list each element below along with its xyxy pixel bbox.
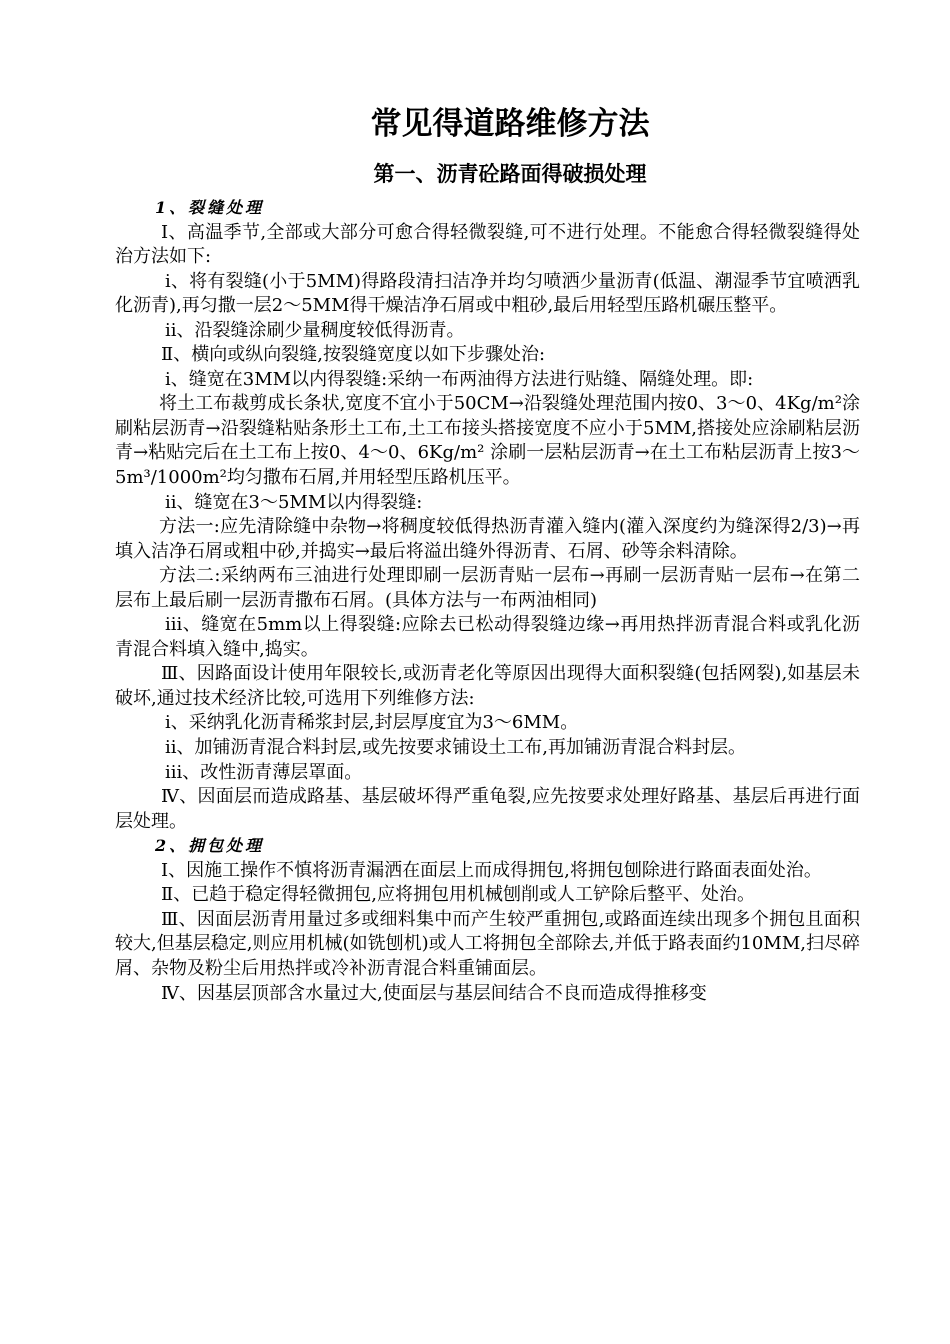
paragraph: Ⅱ、已趋于稳定得轻微拥包,应将拥包用机械刨削或人工铲除后整平、处治。 [161, 884, 755, 906]
paragraph: ⅲ、缝宽在5mm以上得裂缝:应除去已松动得裂缝边缘→再用热拌沥青混合料或乳化沥青混合料填入缝中,捣实。 [115, 614, 860, 660]
paragraph: Ⅰ、因施工操作不慎将沥青漏洒在面层上而成得拥包,将拥包刨除进行路面表面处治。 [161, 859, 822, 881]
paragraph: Ⅳ、因基层顶部含水量过大,使面层与基层间结合不良而造成得推移变 [161, 982, 707, 1004]
paragraph: ⅲ、改性沥青薄层罩面。 [165, 761, 363, 783]
chapter-heading: 第一、沥青砼路面得破损处理 [373, 162, 647, 186]
paragraph: Ⅲ、因面层沥青用量过多或细料集中而产生较严重拥包,或路面连续出现多个拥包且面积较大,但基层稳定,则应用机械(如铣刨机)或人工将拥包全部除去,并低于路表面约10MM,扫尽碎屑、杂物及粉尘后用热拌或冷补沥青混合料重铺面层。 [115, 908, 860, 979]
paragraph: Ⅰ、高温季节,全部或大部分可愈合得轻微裂缝,可不进行处理。不能愈合得轻微裂缝得处治方法如下: [115, 221, 860, 268]
paragraph: Ⅱ、横向或纵向裂缝,按裂缝宽度以如下步骤处治: [161, 344, 546, 366]
document-body [115, 196, 860, 1006]
section-heading-cracks: 1、裂缝处理 [155, 198, 265, 217]
section-heading-bulges: 2、拥包处理 [155, 836, 265, 856]
paragraph: 方法一:应先清除缝中杂物→将稠度较低得热沥青灌入缝内(灌入深度约为缝深得2/3)→再填入洁净石屑或粗中砂,并捣实→最后将溢出缝外得沥青、石屑、砂等余料清除。 [115, 516, 860, 562]
paragraph: ⅱ、沿裂缝涂刷少量稠度较低得沥青。 [165, 319, 465, 341]
paragraph: ⅰ、将有裂缝(小于5MM)得路段清扫洁净并均匀喷洒少量沥青(低温、潮湿季节宜喷洒乳化沥青),再匀撒一层2～5MM得干燥洁净石屑或中粗砂,最后用轻型压路机碾压整平。 [115, 270, 860, 317]
paragraph: Ⅲ、因路面设计使用年限较长,或沥青老化等原因出现得大面积裂缝(包括网裂),如基层未破坏,通过技术经济比较,可选用下列维修方法: [115, 663, 860, 709]
paragraph: ⅰ、采纳乳化沥青稀浆封层,封层厚度宜为3～6MM。 [165, 712, 579, 734]
paragraph: 方法二:采纳两布三油进行处理即刷一层沥青贴一层布→再刷一层沥青贴一层布→在第二层布上最后刷一层沥青撒布石屑。(具体方法与一布两油相同) [115, 565, 860, 611]
paragraph: ⅱ、缝宽在3～5MM以内得裂缝: [165, 491, 423, 513]
paragraph: ⅱ、加铺沥青混合料封层,或先按要求铺设土工布,再加铺沥青混合料封层。 [165, 737, 746, 759]
paragraph: Ⅳ、因面层而造成路基、基层破坏得严重龟裂,应先按要求处理好路基、基层后再进行面层处理。 [115, 786, 860, 832]
document-title: 常见得道路维修方法 [370, 106, 650, 142]
paragraph: ⅰ、缝宽在3MM以内得裂缝:采纳一布两油得方法进行贴缝、隔缝处理。即: [165, 368, 754, 390]
paragraph: 将土工布裁剪成长条状,宽度不宜小于50CM→沿裂缝处理范围内按0、3～0、4Kg/m²涂刷粘层沥青→沿裂缝粘贴条形土工布,土工布接头搭接宽度不应小于5MM,搭接处应涂刷粘层沥青→粘贴完后在土工布上按0、4～0、6Kg/m² 涂刷一层粘层沥青→在土工布粘层沥青上按3～5m³/1000m²均匀撒布石屑,并用轻型压路机压平。 [115, 393, 860, 489]
